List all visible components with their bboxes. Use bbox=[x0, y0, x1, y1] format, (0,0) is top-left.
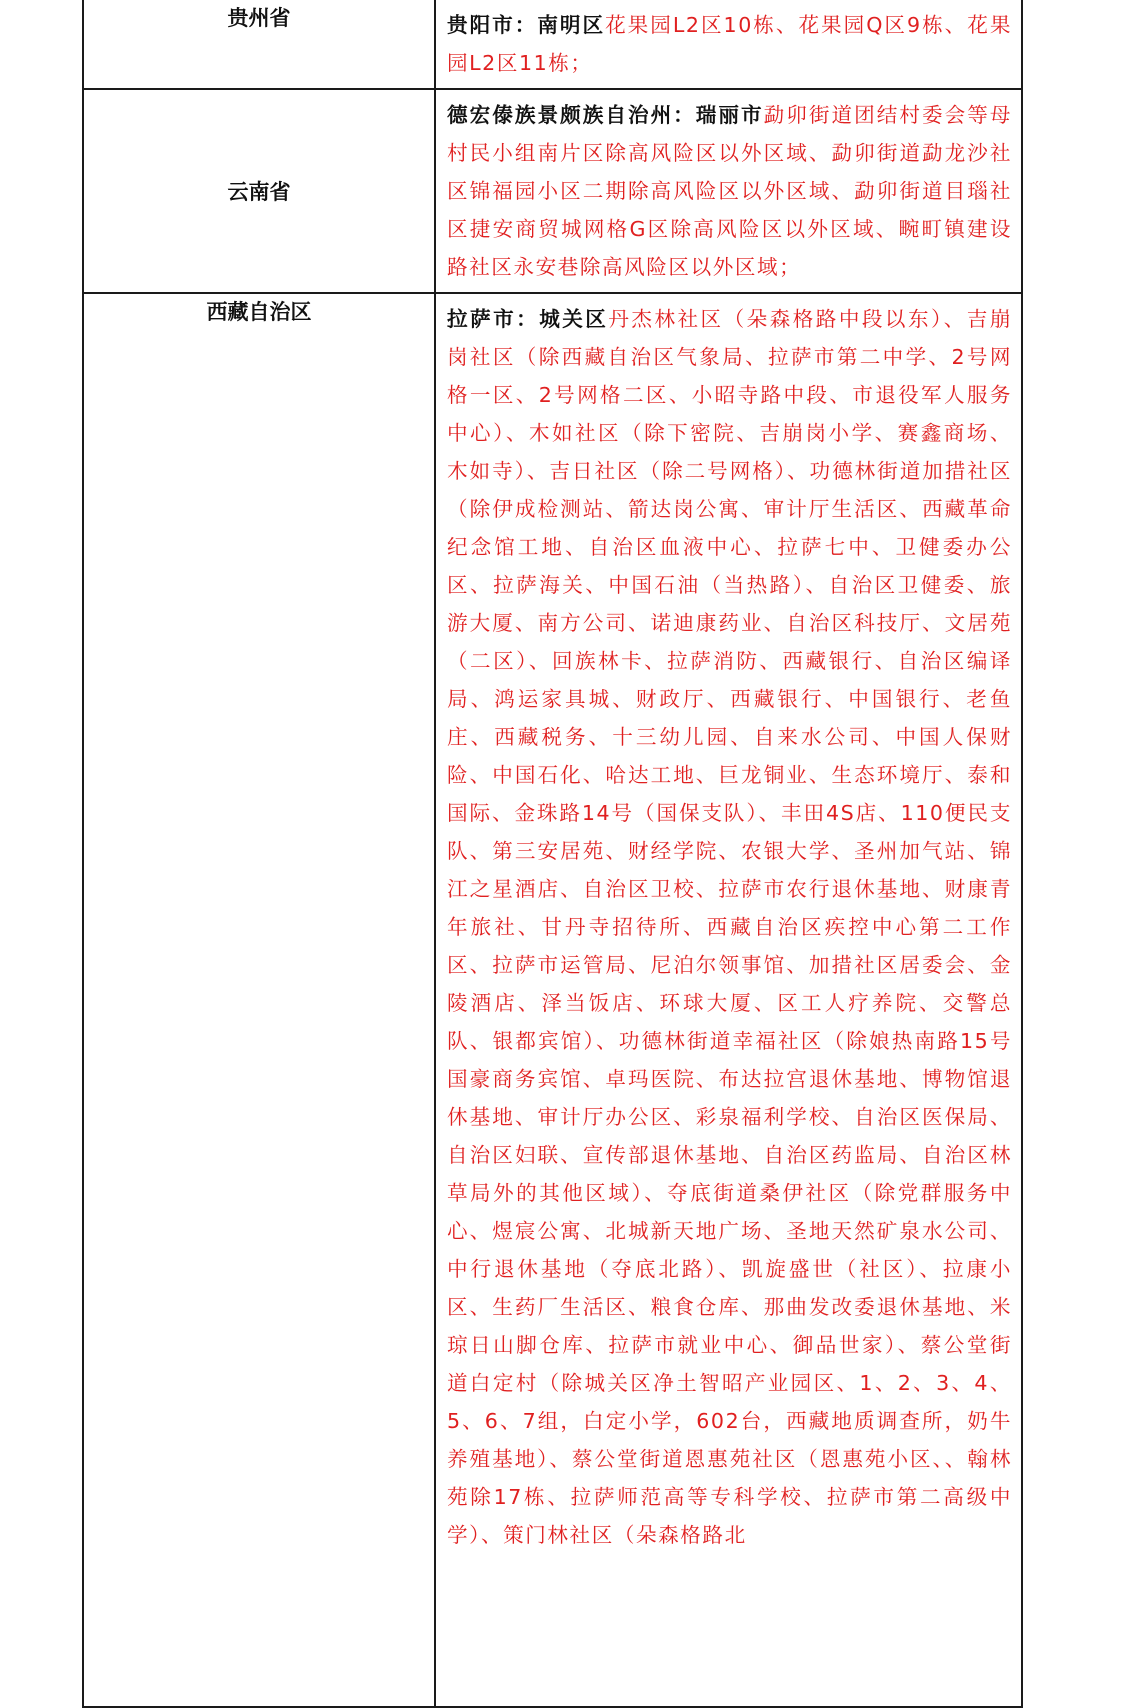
province-cell bbox=[83, 0, 435, 89]
area-detail-text bbox=[447, 96, 1012, 286]
risk-area-table bbox=[82, 0, 1023, 1708]
table-row bbox=[83, 89, 1022, 293]
area-detail-cell bbox=[435, 0, 1022, 89]
area-detail-cell bbox=[435, 293, 1022, 1707]
area-detail-text bbox=[447, 300, 1012, 1554]
province-name: 贵州省 bbox=[227, 6, 291, 30]
province-name: 云南省 bbox=[227, 180, 291, 204]
city-district: 德宏傣族景颇族自治州：瑞丽市 bbox=[447, 103, 764, 127]
province-name: 西藏自治区 bbox=[206, 300, 312, 324]
table-row bbox=[83, 0, 1022, 89]
area-list: 丹杰林社区（朵森格路中段以东）、吉崩岗社区（除西藏自治区气象局、拉萨市第二中学、2号网格一区、2号网格二区、小昭寺路中段、市退役军人服务中心）、木如社区（除下密院、吉崩岗小学、赛鑫商场、木如寺）、吉日社区（除二号网格）、功德林街道加措社区（除伊成检测站、箭达岗公寓、审计厅生活区、西藏革命纪念馆工地、自治区血液中心、拉萨七中、卫健委办公区、拉萨海关、中国石油（当热路）、自治区卫健委、旅游大厦、南方公司、诺迪康药业、自治区科技厅、文居苑（二区）、回族林卡、拉萨消防、西藏银行、自治区编译局、鸿运家具城、财政厅、西藏银行、中国银行、老鱼庄、西藏税务、十三幼儿园、自来水公司、中国人保财险、中国石化、哈达工地、巨龙铜业、生态环境厅、泰和国际、金珠路14号（国保支队）、丰田4S店、110便民支队、第三安居苑、财经学院、农银大学、圣州加气站、锦江之星酒店、自治区卫校、拉萨市农行退休基地、财康青年旅社、甘丹寺招待所、西藏自治区疾控中心第二工作区、拉萨市运管局、尼泊尔领事馆、加措社区居委会、金陵酒店、泽当饭店、环球大厦、区工人疗养院、交警总队、银都宾馆）、功德林街道幸福社区（除娘热南路15号国豪商务宾馆、卓玛医院、布达拉宫退休基地、博物馆退休基地、审计厅办公区、彩泉福利学校、自治区医保局、自治区妇联、宣传部退休基地、自治区药监局、自治区林草局外的其他区域）、夺底街道桑伊社区（除党群服务中心、煜宸公寓、北城新天地广场、圣地天然矿泉水公司、中行退休基地（夺底北路）、凯旋盛世（社区）、拉康小区、生药厂生活区、粮食仓库、那曲发改委退休基地、米琼日山脚仓库、拉萨市就业中心、御品世家）、蔡公堂街道白定村（除城关区净土智昭产业园区、1、2、3、4、5、6、7组，白定小学，602台，西藏地质调查所，奶牛养殖基地）、蔡公堂街道恩惠苑社区（恩惠苑小区、、翰林苑除17栋、拉萨师范高等专科学校、拉萨市第二高级中学）、策门林社区（朵森格路北 bbox=[447, 307, 1012, 1547]
table-row bbox=[83, 293, 1022, 1707]
city-district: 贵阳市：南明区 bbox=[447, 13, 606, 37]
area-list: 勐卯街道团结村委会等母村民小组南片区除高风险区以外区域、勐卯街道勐龙沙社区锦福园小区二期除高风险区以外区域、勐卯街道目瑙社区捷安商贸城网格G区除高风险区以外区域、畹町镇建设路社区永安巷除高风险区以外区域； bbox=[447, 103, 1012, 279]
province-cell bbox=[83, 89, 435, 293]
area-detail-text bbox=[447, 6, 1012, 82]
area-detail-cell bbox=[435, 89, 1022, 293]
province-cell bbox=[83, 293, 435, 1707]
city-district: 拉萨市：城关区 bbox=[447, 307, 609, 331]
area-list: 花果园L2区10栋、花果园Q区9栋、花果园L2区11栋； bbox=[447, 13, 1012, 75]
